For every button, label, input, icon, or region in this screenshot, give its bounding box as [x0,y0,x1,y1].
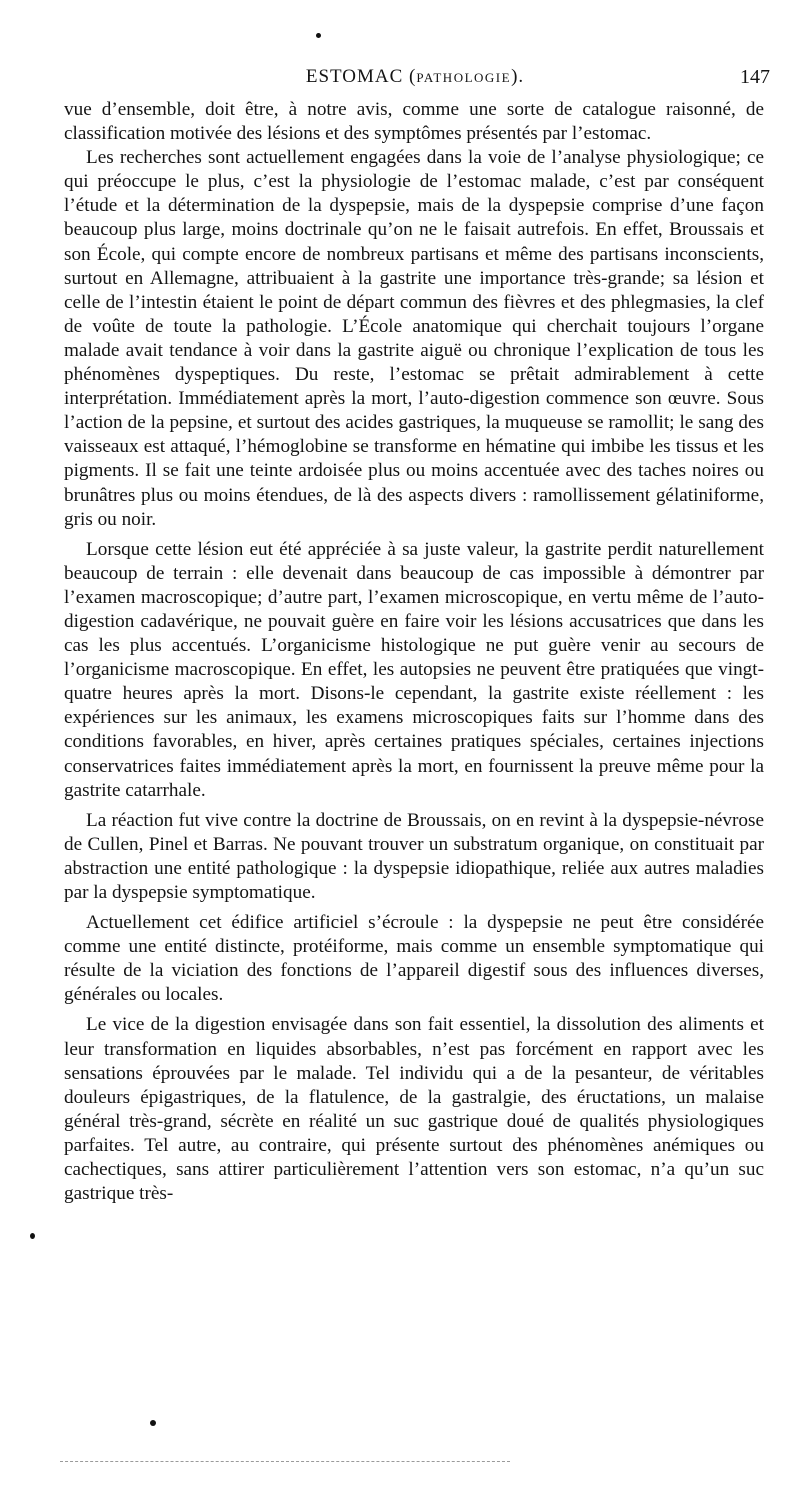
paragraph-1: vue d’ensemble, doit être, à notre avis, comme une sorte de catalogue raisonné, de classification motivée des lésions et des symptômes présentés par l’estomac. [64,99,764,145]
paragraph-5: Actuellement cet édifice artificiel s’écroule : la dyspepsie ne peut être considérée comme une entité distincte, protéiforme, mais comme un ensemble symptomatique qui résulte de la viciation des fonctions de l’appareil digestif sous des influences diverses, générales ou locales. [64,912,764,1006]
running-header [60,64,770,94]
page-number: 147 [740,66,770,88]
running-title-main: ESTOMAC ( [305,66,417,87]
ink-speck-bottom [150,1420,156,1426]
ink-speck-top [316,33,321,38]
running-title-subject: PATHOLOGIE [416,70,512,85]
paragraph-6: Le vice de la digestion envisagée dans son fait essentiel, la dissolution des aliments et leur transformation en liquides absorbables, n’est pas forcément en rapport avec les sensations éprouvées par le malade. Tel individu qui a de la pesanteur, de véritables douleurs épigastriques, de la flatulence, de la gastralgie, des éructations, un malaise général très-grand, sécrète en réalité un suc gastrique doué de qualités physiologiques parfaites. Tel autre, au contraire, qui présente surtout des phénomènes anémiques ou cachectiques, sans attirer particulièrement l’attention vers son estomac, n’a qu’un suc gastrique très- [64,1014,764,1205]
ink-speck-margin-left [30,1233,35,1239]
body-text [64,98,764,1206]
paragraph-4: La réaction fut vive contre la doctrine de Broussais, on en revint à la dyspepsie-névrose de Cullen, Pinel et Barras. Ne pouvant trouver un substratum organique, on constituait par abstraction une entité pathologique : la dyspepsie idiopathique, reliée aux autres maladies par la dyspepsie symptomatique. [64,809,764,903]
page-edge-dashes [60,1461,510,1462]
paragraph-2: Les recherches sont actuellement engagées dans la voie de l’analyse physiologique; ce qui préoccupe le plus, c’est la physiologie de l’estomac malade, c’est par conséquent l’étude et la détermination de la dyspepsie, mais de la dyspepsie comprise d’une façon beaucoup plus large, moins doctrinale qu’on ne le faisait autrefois. En effet, Broussais et son École, qui compte encore de nombreux partisans et même des partisans inconscients, surtout en Allemagne, attribuaient à la gastrite une importance très-grande; sa lésion et celle de l’intestin étaient le point de départ commun des fièvres et des phlegmasies, la clef de voûte de toute la pathologie. L’École anatomique qui cherchait toujours l’organe malade avait tendance à voir dans la gastrite aiguë ou chronique l’explication de tous les phénomènes dyspeptiques. Du reste, l’estomac se prêtait admirablement à cette interprétation. Immédiatement après la mort, l’auto-digestion commence son œuvre. Sous l’action de la pepsine, et surtout des acides gastriques, la muqueuse se ramollit; le sang des vaisseaux est attaqué, l’hémoglobine se transforme en hématine qui imbibe les tissus et les pigments. Il se fait une teinte ardoisée plus ou moins accentuée avec des taches noires ou brunâtres plus ou moins étendues, de là des aspects divers : ramollissement gélatiniforme, gris ou noir. [64,147,764,530]
paragraph-3: Lorsque cette lésion eut été appréciée à sa juste valeur, la gastrite perdit naturellement beaucoup de terrain : elle devenait dans beaucoup de cas impossible à démontrer par l’examen macroscopique; d’autre part, l’examen microscopique, en vertu même de l’auto-digestion cadavérique, ne pouvait guère en faire voir les lésions accusatrices que dans les cas les plus accentués. L’organicisme histologique ne put guère venir au secours de l’organicisme macroscopique. En effet, les autopsies ne peuvent être pratiquées que vingt-quatre heures après la mort. Disons-le cependant, la gastrite existe réellement : les expériences sur les animaux, les examens microscopiques faits sur l’homme dans des conditions favorables, en hiver, après certaines pratiques spéciales, certaines injections conservatrices faites immédiatement après la mort, en fournissent la preuve même pour la gastrite catarrhale. [64,538,764,801]
running-title-end: ). [511,66,525,87]
running-title [60,66,770,88]
